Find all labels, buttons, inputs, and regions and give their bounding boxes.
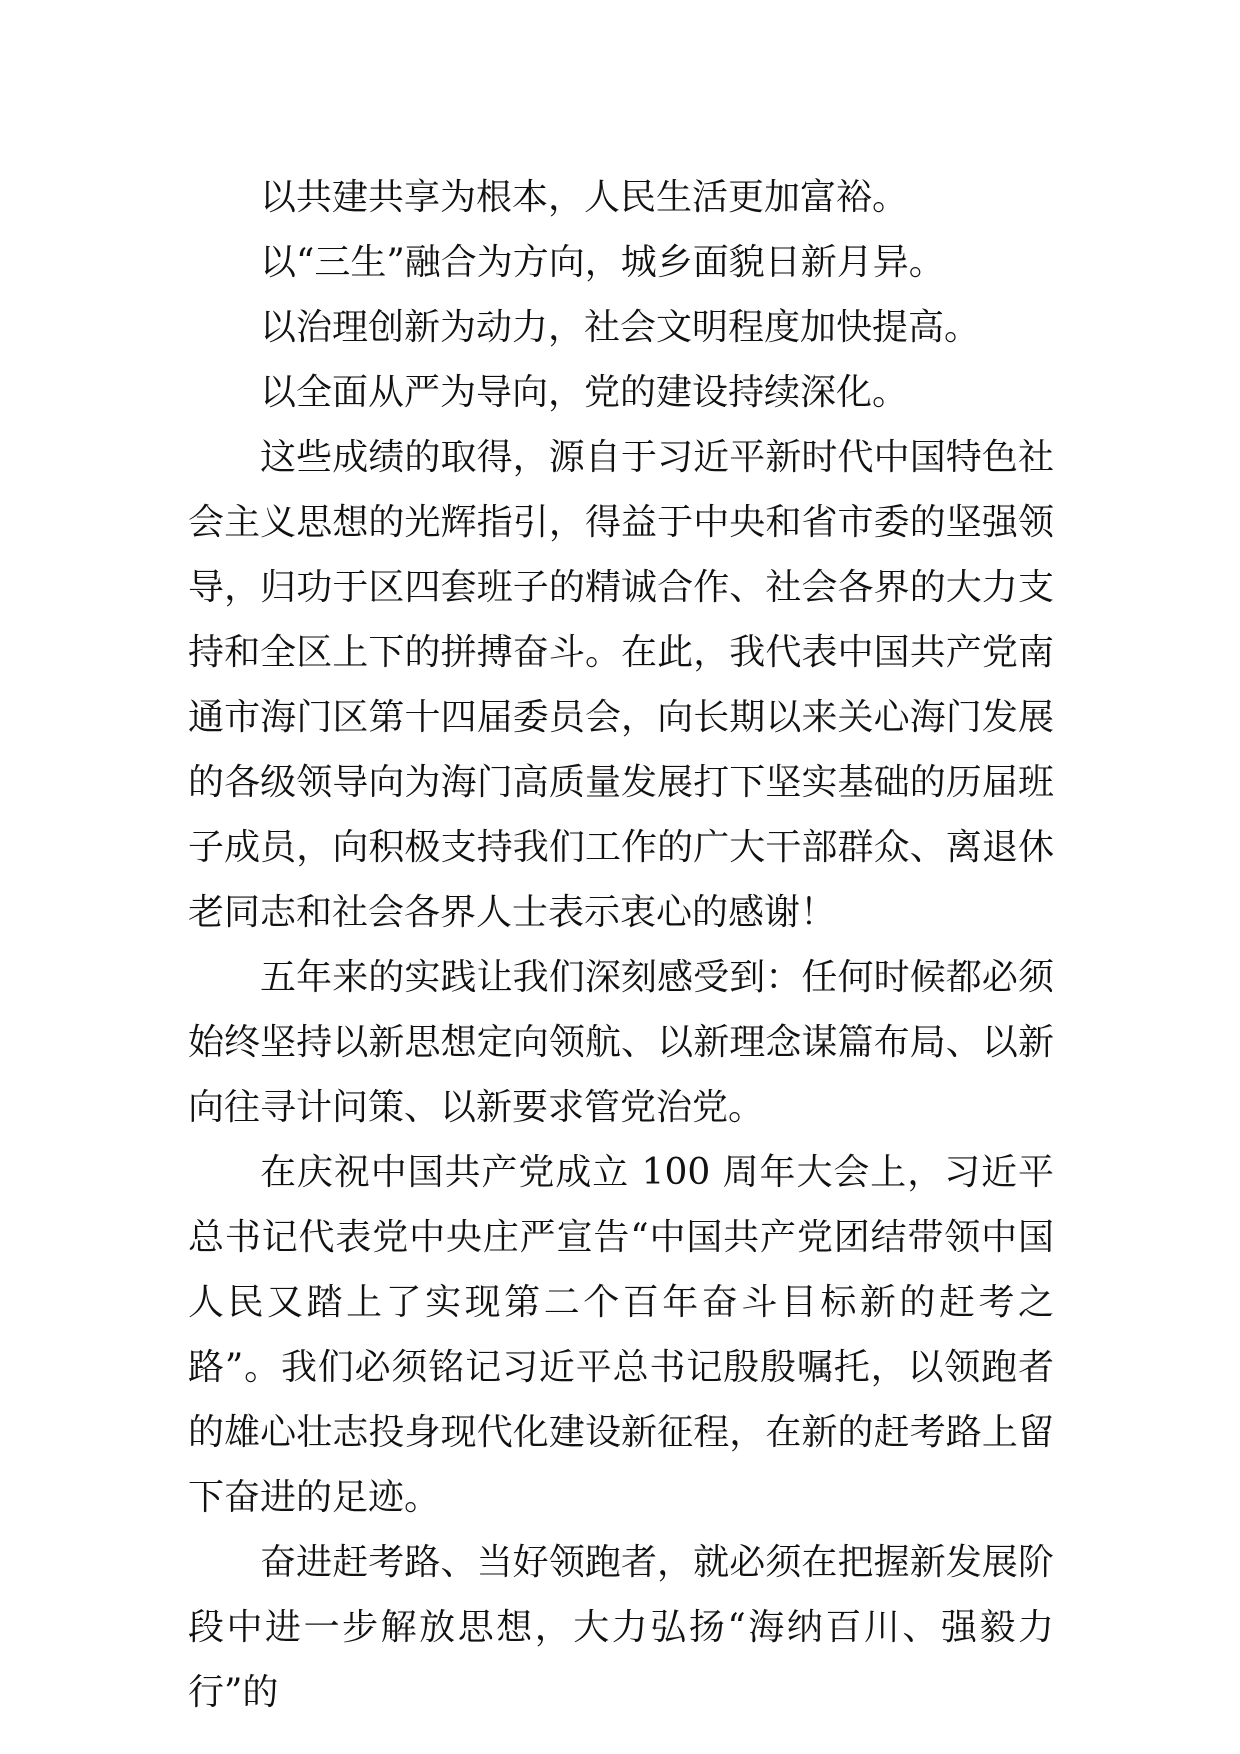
paragraph-1: 以共建共享为根本，人民生活更加富裕。	[260, 177, 909, 218]
paragraph-8: 奋进赶考路、当好领跑者，就必须在把握新发展阶段中进一步解放思想，大力弘扬“海纳百川、强毅力行”的	[188, 1542, 1054, 1713]
paragraph-5: 这些成绩的取得，源自于习近平新时代中国特色社会主义思想的光辉指引，得益于中央和省市委的坚强领导，归功于区四套班子的精诚合作、社会各界的大力支持和全区上下的拼搏奋斗。在此，我代表中国共产党南通市海门区第十四届委员会，向长期以来关心海门发展的各级领导向为海门高质量发展打下坚实基础的历届班子成员，向积极支持我们工作的广大干部群众、离退休老同志和社会各界人士表示衷心的感谢！	[188, 437, 1054, 933]
document-page	[188, 165, 1054, 1725]
paragraph-7: 在庆祝中国共产党成立 100 周年大会上，习近平总书记代表党中央庄严宣告“中国共产党团结带领中国人民又踏上了实现第二个百年奋斗目标新的赶考之路”。我们必须铭记习近平总书记殷殷嘱托，以领跑者的雄心壮志投身现代化建设新征程，在新的赶考路上留下奋进的足迹。	[188, 1152, 1054, 1518]
paragraph-2: 以“三生”融合为方向，城乡面貌日新月异。	[260, 242, 945, 283]
paragraph-3: 以治理创新为动力，社会文明程度加快提高。	[260, 307, 981, 348]
paragraph-4: 以全面从严为导向，党的建设持续深化。	[260, 372, 909, 413]
paragraph-6: 五年来的实践让我们深刻感受到：任何时候都必须始终坚持以新思想定向领航、以新理念谋篇布局、以新向往寻计问策、以新要求管党治党。	[188, 957, 1054, 1128]
